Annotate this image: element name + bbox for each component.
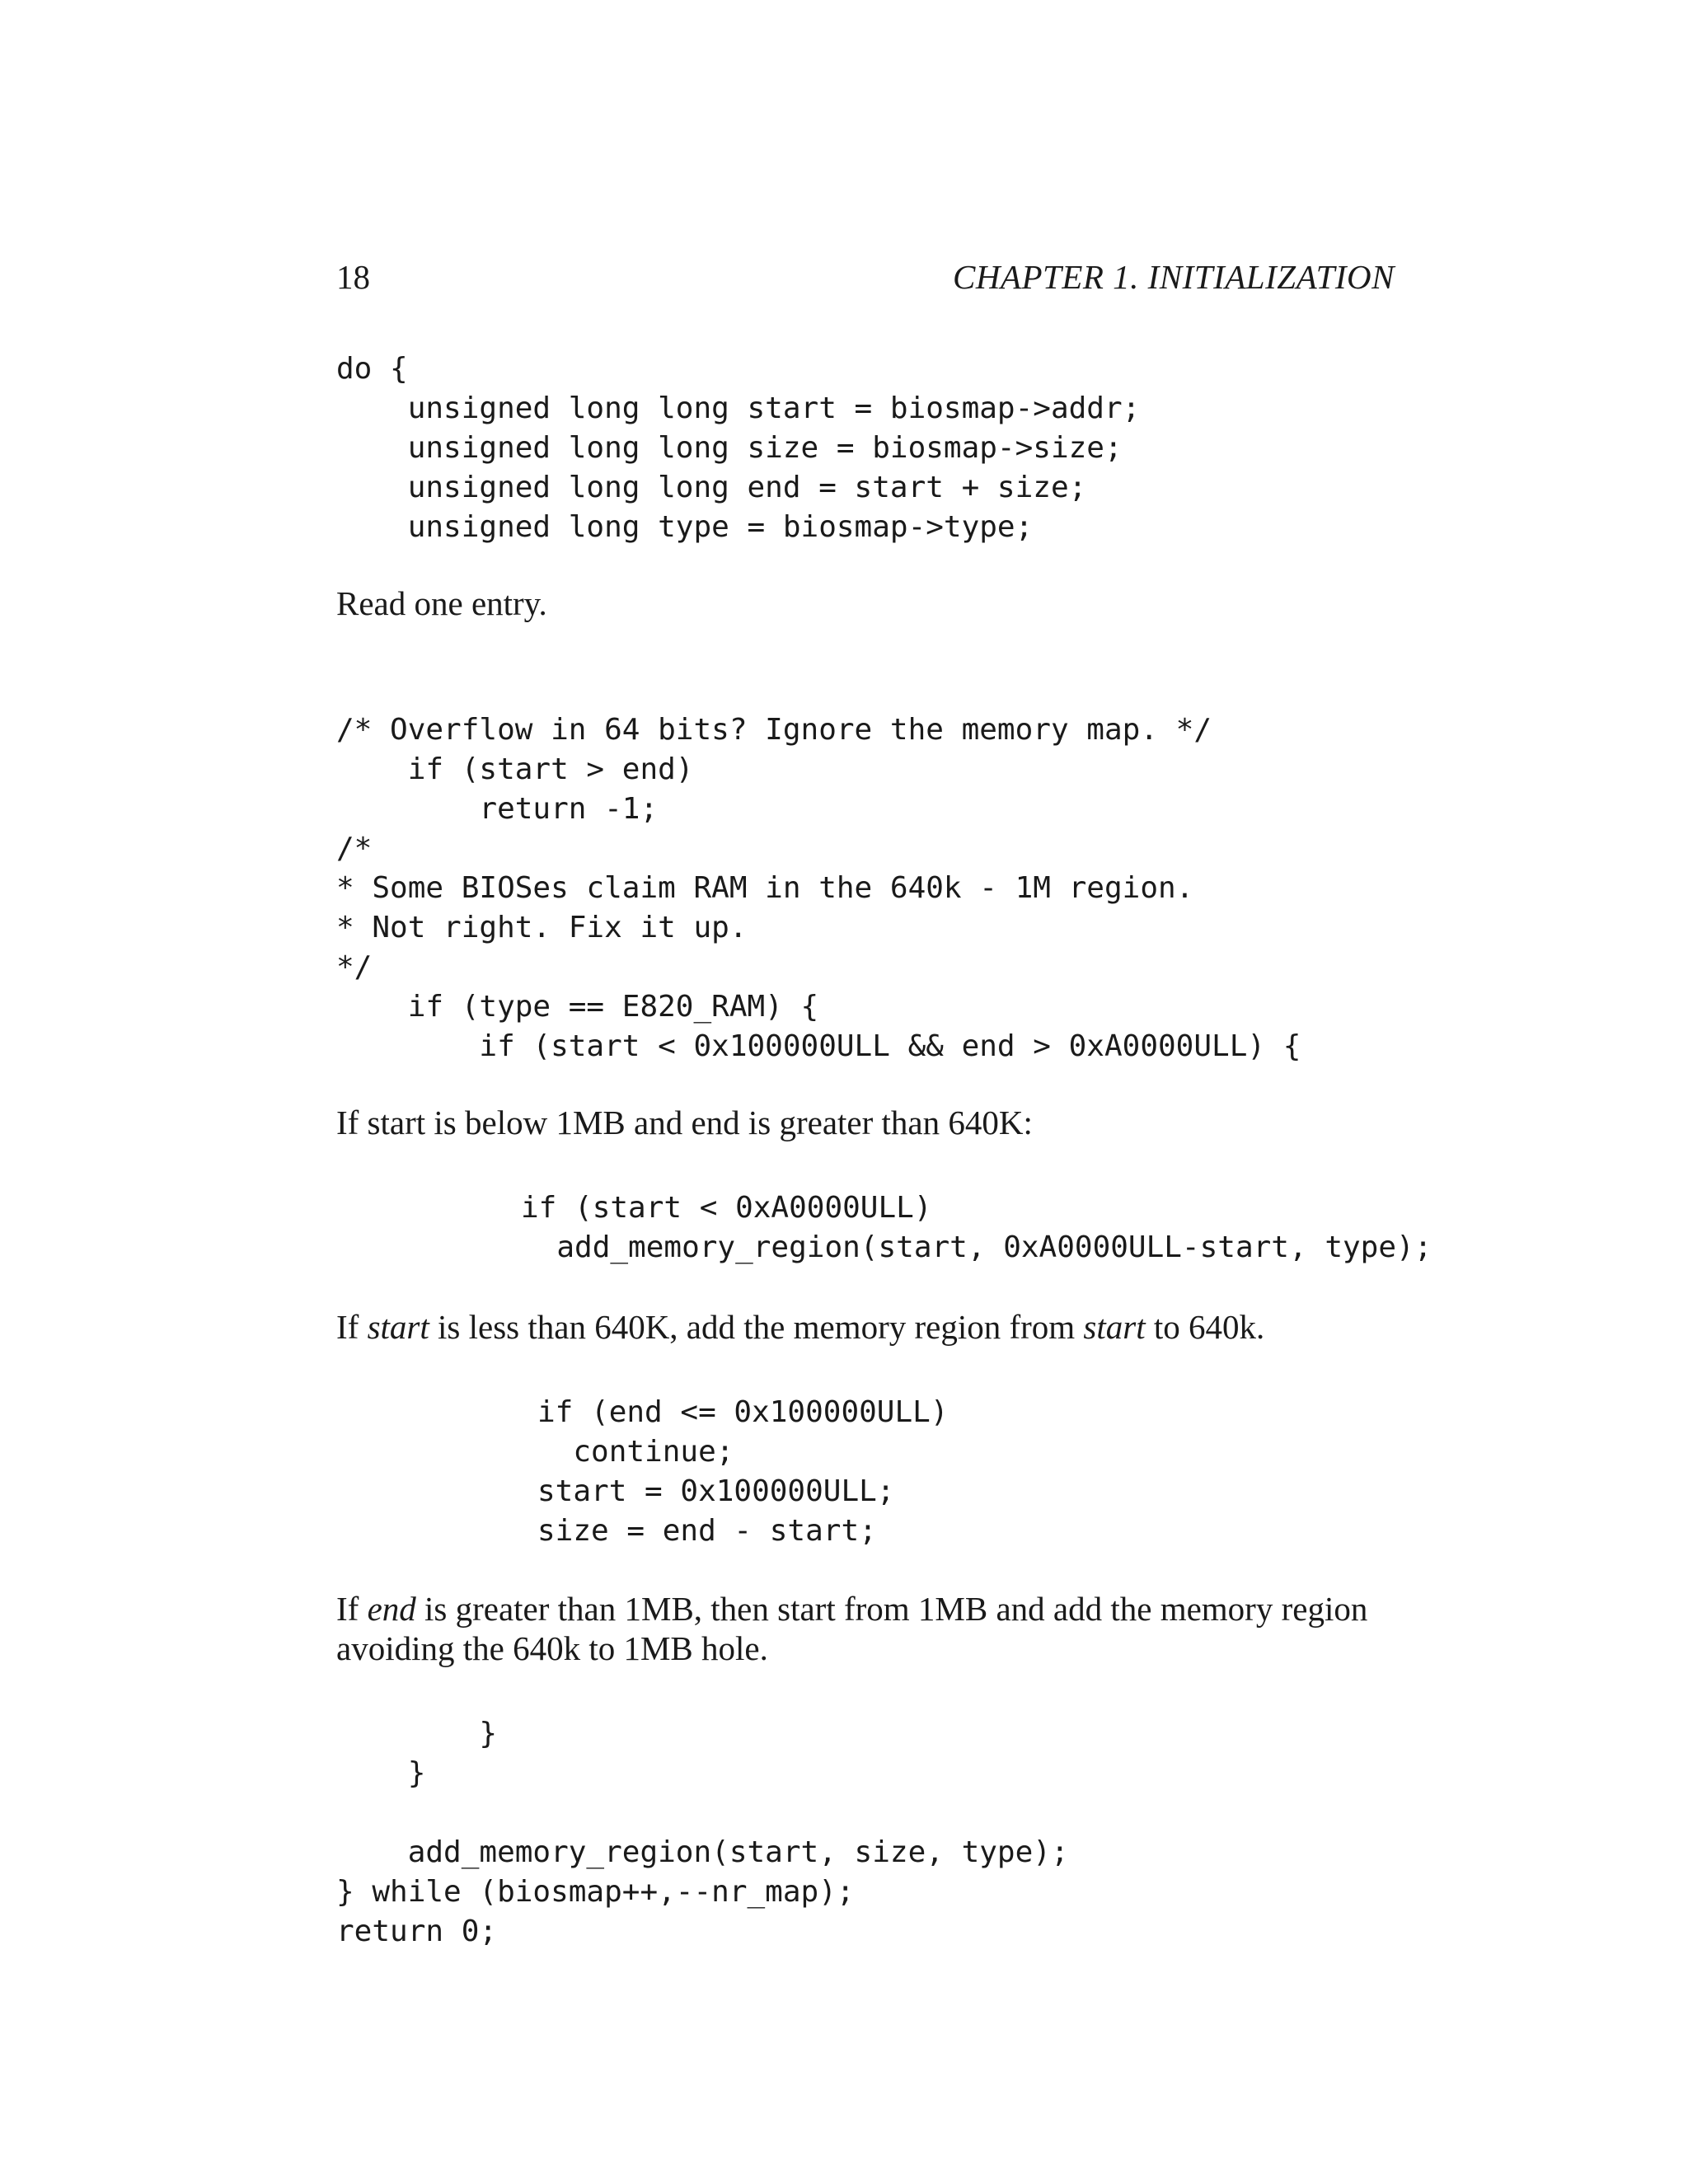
prose-italic-term: end <box>367 1590 416 1628</box>
code-block-add-low-region: if (start < 0xA0000ULL) add_memory_region(start, 0xA0000ULL-start, type); <box>521 1191 1432 1264</box>
prose-read-entry: Read one entry. <box>336 584 547 622</box>
code-block-loop-end: } } add_memory_region(start, size, type); } while (biosmap++,--nr_map); return 0; <box>336 1717 1069 1948</box>
prose-greater-than-1mb <box>336 1589 1400 1668</box>
page-header <box>336 257 1395 307</box>
prose-italic-term: start <box>1083 1308 1146 1346</box>
prose-text: is less than 640K, add the memory region from <box>429 1308 1084 1346</box>
code-block-overflow-check: /* Overflow in 64 bits? Ignore the memory map. */ if (start > end) return -1; /* * Some BIOSes claim RAM in the 640k - 1M region. * Not right. Fix it up. */ if (type == E820_RAM) { if (start < 0x100000ULL && end > 0xA0000ULL) { <box>336 713 1301 1063</box>
prose-italic-term: start <box>367 1308 429 1346</box>
page-number: 18 <box>336 258 370 296</box>
code-block-read-entry: do { unsigned long long start = biosmap->addr; unsigned long long size = biosmap->size; unsigned long long end = start + size; unsigned long type = biosmap->type; <box>336 352 1141 544</box>
prose-text: is greater than 1MB, then start from 1MB and add the memory region avoiding the 640k to 1MB hole. <box>336 1590 1368 1667</box>
prose-text: If <box>336 1308 368 1346</box>
running-head: CHAPTER 1. INITIALIZATION <box>952 258 1395 296</box>
prose-less-than-640k <box>336 1307 1400 1347</box>
code-block-skip-hole: if (end <= 0x100000ULL) continue; start = 0x100000ULL; size = end - start; <box>537 1395 949 1548</box>
prose-text: to 640k. <box>1145 1308 1265 1346</box>
prose-text: If <box>336 1590 368 1628</box>
prose-below-1mb: If start is below 1MB and end is greater than 640K: <box>336 1104 1033 1141</box>
